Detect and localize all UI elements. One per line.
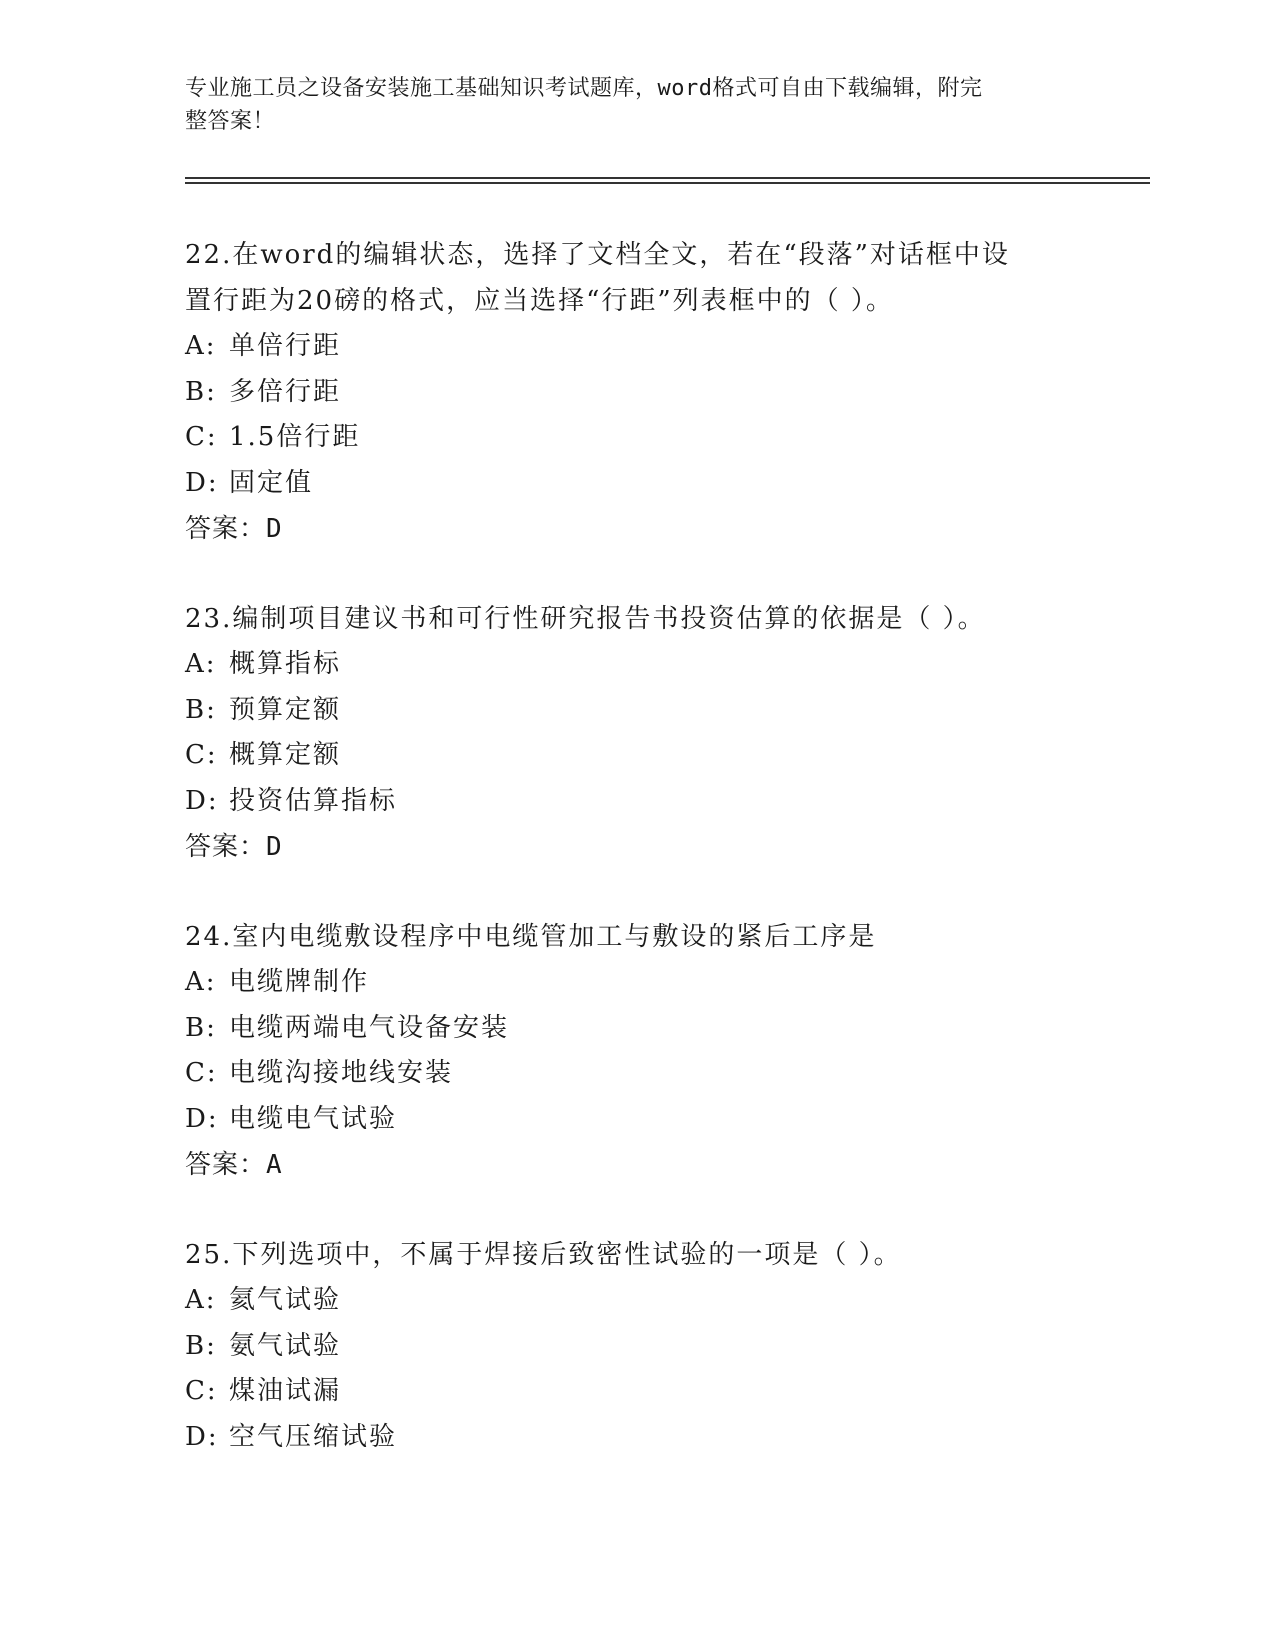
option-d	[185, 1097, 1090, 1143]
option-text: 预算定额	[229, 694, 342, 725]
option-a	[185, 1278, 1090, 1324]
question-stem	[185, 596, 1090, 642]
question-stem-line: 22.在word的编辑状态，选择了文档全文，若在“段落”对话框中设	[185, 240, 1010, 270]
option-c	[185, 1369, 1090, 1415]
option-letter: C:	[185, 422, 218, 452]
question-stem-line: 24.室内电缆敷设程序中电缆管加工与敷设的紧后工序是	[185, 922, 877, 952]
header-line-1: 专业施工员之设备安装施工基础知识考试题库，word格式可自由下载编辑，附完	[185, 76, 983, 101]
option-b	[185, 1324, 1090, 1370]
question-list	[185, 232, 1090, 1460]
question-stem	[185, 1232, 1090, 1278]
option-text: 氨气试验	[229, 1330, 342, 1361]
option-text: 电缆牌制作	[229, 967, 370, 997]
option-letter: A:	[185, 1285, 217, 1315]
option-text: 电缆两端电气设备安装	[229, 1012, 510, 1043]
option-c	[185, 1051, 1090, 1097]
question-24	[185, 914, 1090, 1188]
option-a	[185, 324, 1090, 370]
header-divider-top	[185, 177, 1150, 179]
question-23	[185, 596, 1090, 870]
option-a	[185, 960, 1090, 1006]
option-letter: B:	[185, 1330, 217, 1361]
option-letter: C:	[185, 1058, 218, 1088]
option-letter: A:	[185, 649, 217, 679]
question-25	[185, 1232, 1090, 1460]
option-letter: D:	[185, 467, 219, 498]
option-letter: D:	[185, 1103, 219, 1134]
question-stem	[185, 232, 1090, 324]
option-letter: A:	[185, 967, 217, 997]
option-a	[185, 642, 1090, 688]
option-letter: C:	[185, 1376, 218, 1406]
option-d	[185, 779, 1090, 825]
question-stem-line: 23.编制项目建议书和可行性研究报告书投资估算的依据是（ ）。	[185, 604, 986, 634]
option-d	[185, 1415, 1090, 1461]
option-text: 1.5倍行距	[229, 422, 361, 452]
option-b	[185, 688, 1090, 734]
option-text: 氦气试验	[229, 1285, 342, 1315]
question-stem	[185, 914, 1090, 960]
option-text: 概算指标	[229, 649, 342, 679]
option-d	[185, 461, 1090, 507]
header-divider-bottom	[185, 182, 1150, 184]
option-letter: B:	[185, 694, 217, 725]
question-stem-line: 25.下列选项中，不属于焊接后致密性试验的一项是（ ）。	[185, 1240, 902, 1270]
option-text: 固定值	[229, 467, 314, 498]
option-letter: D:	[185, 785, 219, 816]
option-text: 多倍行距	[229, 376, 342, 407]
option-b	[185, 370, 1090, 416]
option-text: 电缆沟接地线安装	[229, 1058, 454, 1088]
document-header	[185, 72, 1065, 138]
option-c	[185, 415, 1090, 461]
option-text: 电缆电气试验	[229, 1103, 398, 1134]
header-line-2: 整答案！	[185, 109, 276, 134]
option-letter: A:	[185, 331, 217, 361]
option-b	[185, 1006, 1090, 1052]
option-text: 煤油试漏	[229, 1376, 342, 1406]
question-stem-line: 置行距为20磅的格式，应当选择“行距”列表框中的（ ）。	[185, 286, 894, 316]
option-letter: C:	[185, 740, 218, 770]
answer-line: 答案：A	[185, 1150, 283, 1180]
option-letter: B:	[185, 1012, 217, 1043]
option-letter: D:	[185, 1421, 219, 1452]
answer-line: 答案：D	[185, 832, 283, 862]
option-c	[185, 733, 1090, 779]
question-22	[185, 232, 1090, 552]
answer-line: 答案：D	[185, 514, 283, 544]
option-text: 单倍行距	[229, 331, 342, 361]
option-text: 空气压缩试验	[229, 1421, 398, 1452]
option-letter: B:	[185, 376, 217, 407]
option-text: 投资估算指标	[229, 785, 398, 816]
option-text: 概算定额	[229, 740, 342, 770]
